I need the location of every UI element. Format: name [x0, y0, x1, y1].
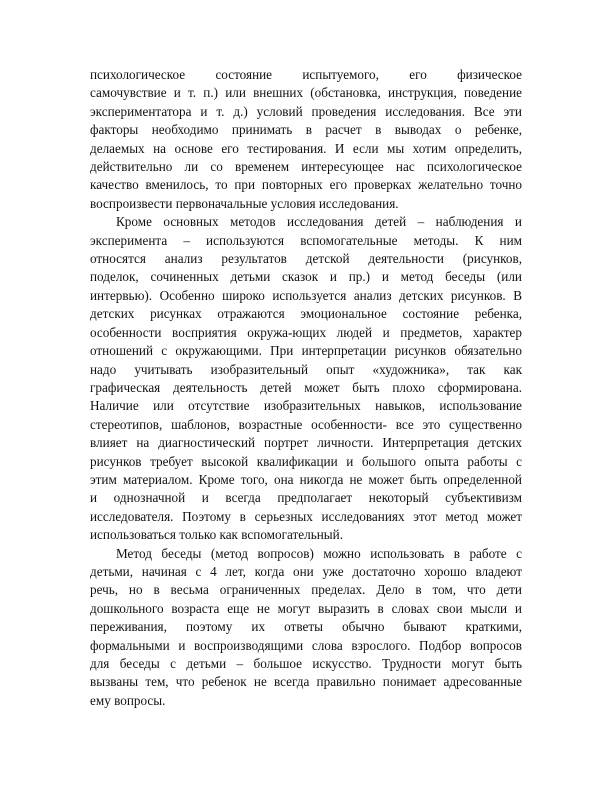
text-line: использоваться только как вспомогательный. [90, 527, 344, 543]
text-line: исследователя. Поэтому в серьезных исследованиях этот метод может [90, 508, 522, 524]
text-line: стереотипов, шаблонов, возрастные особенности- все это существенно [90, 416, 522, 432]
text-line: Метод беседы (метод вопросов) можно использовать в работе с [116, 545, 522, 561]
text-line: речь, но в весьма ограниченных пределах. Дело в том, что дети [90, 582, 522, 598]
text-line: факторы необходимо принимать в расчет в выводах о ребенке, [90, 122, 522, 138]
text-line: влияет на диагностический портрет личности. Интерпретация детских [90, 435, 522, 451]
text-line: относятся анализ результатов детской деятельности (рисунков, [90, 251, 522, 267]
text-line: надо учитывать изобразительный опыт «художника», так как [90, 361, 522, 377]
text-line: отношений с окружающими. При интерпретации рисунков обязательно [90, 343, 522, 359]
text-line: делаемых на основе его тестирования. И если мы хотим определить, [90, 140, 522, 156]
text-line: и однозначной и всегда предполагает некоторый субъективизм [90, 490, 522, 506]
text-line: особенности восприятия окружа-ющих людей и предметов, характер [90, 324, 522, 340]
text-line: переживания, поэтому их ответы обычно бывают краткими, [90, 619, 522, 635]
text-line: детских рисунках отражаются эмоциональное состояние ребенка, [90, 306, 522, 322]
text-line: действительно ли со временем интересующее нас психологическое [90, 159, 522, 175]
text-line: воспроизвести первоначальные условия исследования. [90, 195, 399, 211]
text-line: рисунков требует высокой квалификации и большого опыта работы с [90, 453, 522, 469]
paragraph-2 [90, 213, 522, 544]
text-line: эксперимента – используются вспомогательные методы. К ним [90, 232, 522, 248]
text-line: дошкольного возраста еще не могут выразить в словах свои мысли и [90, 600, 522, 616]
text-line: для беседы с детьми – большое искусство. Трудности могут быть [90, 656, 522, 671]
text-line: этим материалом. Кроме того, она никогда не может быть определенной [90, 471, 522, 487]
text-line: экспериментатора и т. д.) условий проведения исследования. Все эти [90, 103, 522, 119]
text-line: Наличие или отсутствие изобразительных навыков, использование [90, 398, 522, 414]
text-line: формальными и воспроизводящими слова взрослого. Подбор вопросов [90, 637, 522, 653]
text-line: ему вопросы. [90, 692, 166, 708]
text-line: интервью). Особенно широко используется анализ детских рисунков. В [90, 287, 522, 303]
text-line: качество вменилось, то при повторных его проверках желательно точно [90, 177, 522, 193]
text-line: психологическое состояние испытуемого, его физическое [90, 67, 522, 82]
text-line: поделок, сочиненных детьми сказок и пр.) и метод беседы (или [90, 269, 522, 285]
text-line: Кроме основных методов исследования детей – наблюдения и [116, 214, 522, 230]
paragraph-1 [90, 66, 522, 213]
text-line: графическая деятельность детей может быть плохо сформирована. [90, 379, 522, 395]
text-line: самочувствие и т. п.) или внешних (обстановка, инструкция, поведение [90, 85, 522, 101]
body-text [90, 66, 522, 710]
text-line: детьми, начиная с 4 лет, когда они уже достаточно хорошо владеют [90, 563, 522, 579]
text-line: вызваны тем, что ребенок не всегда правильно понимает адресованные [90, 674, 522, 690]
paragraph-3 [90, 545, 522, 711]
